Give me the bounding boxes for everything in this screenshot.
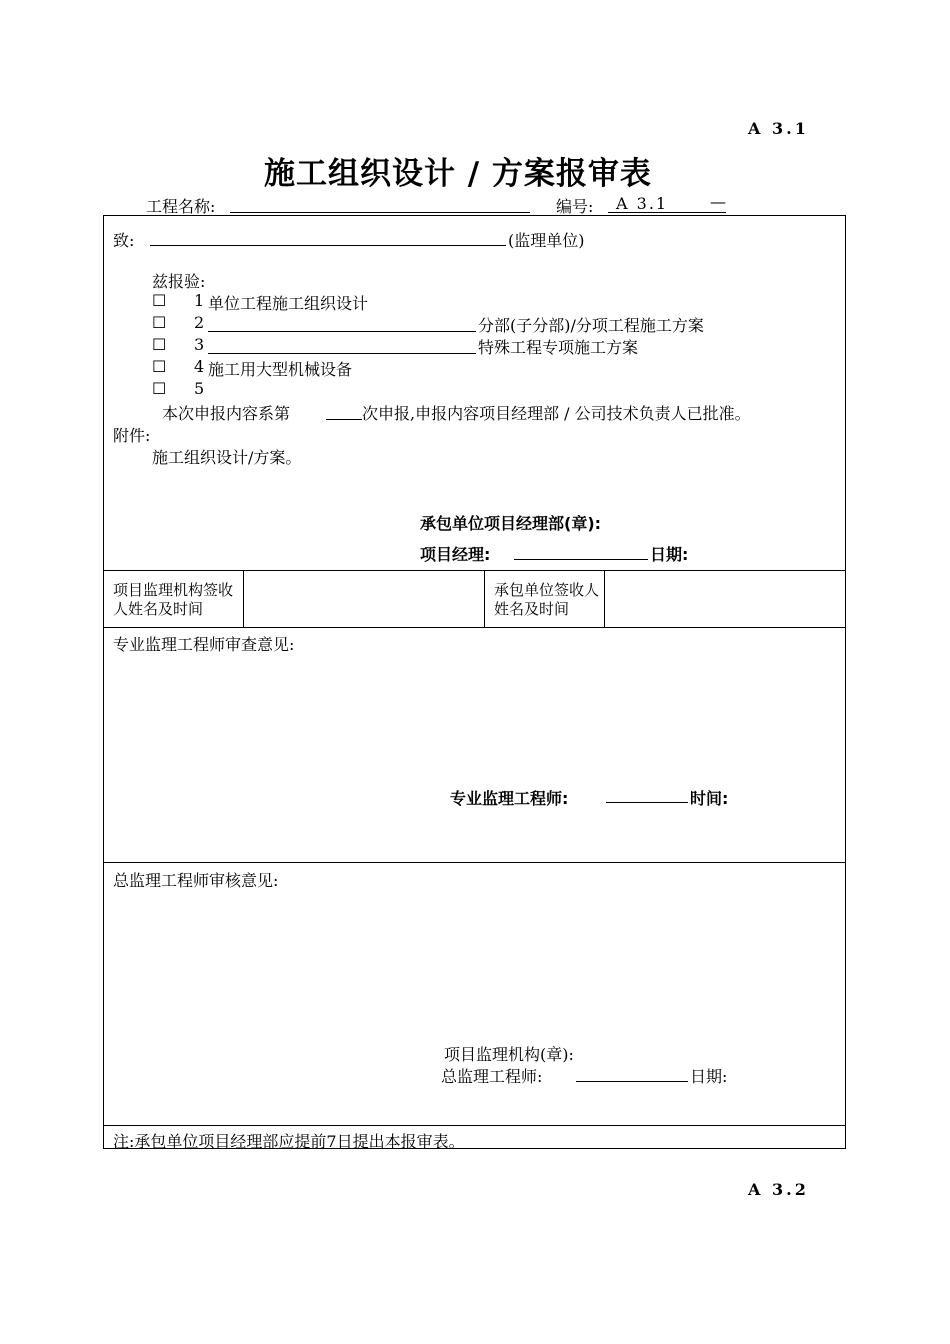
divider-chief-top [103, 862, 845, 863]
attachment-label: 附件: [113, 426, 151, 445]
item-2-number: 2 [194, 313, 205, 332]
specialist-opinion-label: 专业监理工程师审查意见: [113, 635, 295, 654]
number-value: A 3.1 [616, 194, 669, 213]
item-4-number: 4 [194, 357, 205, 376]
chief-signature-field[interactable] [576, 1081, 688, 1082]
item-2-field[interactable] [208, 331, 476, 332]
divider-receipt-top [103, 570, 845, 571]
form-code-top: A 3.1 [748, 119, 809, 138]
number-suffix: — [710, 192, 726, 211]
item-1-label: 单位工程施工组织设计 [208, 294, 369, 313]
number-label: 编号: [556, 197, 594, 216]
item-3-field[interactable] [208, 353, 476, 354]
item-3-label: 特殊工程专项施工方案 [478, 338, 639, 357]
supervisor-receipt-label: 项目监理机构签收人姓名及时间 [113, 581, 234, 618]
form-table [103, 215, 846, 1149]
chief-engineer-label: 总监理工程师: [441, 1067, 543, 1086]
pm-signature-field[interactable] [514, 559, 648, 560]
project-name-field[interactable] [230, 212, 530, 213]
item-5-checkbox[interactable]: ☐ [152, 379, 167, 398]
pm-date-label: 日期: [650, 545, 689, 564]
item-3-number: 3 [194, 335, 205, 354]
specialist-signature-field[interactable] [606, 802, 688, 803]
item-5-number: 5 [194, 379, 205, 398]
item-4-checkbox[interactable]: ☐ [152, 357, 167, 376]
receipt-divider-2 [484, 570, 485, 627]
item-1-number: 1 [194, 291, 205, 310]
chief-opinion-label: 总监理工程师审核意见: [113, 871, 279, 890]
divider-note-top [103, 1125, 845, 1126]
supervision-unit-field[interactable] [150, 245, 506, 246]
contractor-dept-seal: 承包单位项目经理部(章): [420, 514, 602, 533]
chief-date-label: 日期: [690, 1067, 728, 1086]
attachment-text: 施工组织设计/方案。 [152, 448, 302, 467]
to-label: 致: [113, 231, 135, 250]
pm-label: 项目经理: [420, 545, 491, 564]
receipt-divider-3 [604, 570, 605, 627]
project-name-label: 工程名称: [146, 197, 216, 216]
item-4-label: 施工用大型机械设备 [208, 360, 353, 379]
specialist-engineer-label: 专业监理工程师: [450, 789, 569, 808]
submission-count-field[interactable] [326, 419, 362, 420]
item-1-checkbox[interactable]: ☐ [152, 291, 167, 310]
receipt-divider-1 [243, 570, 244, 627]
declaration-suffix: 次申报,申报内容项目经理部 / 公司技术负责人已批准。 [362, 404, 751, 423]
item-2-label: 分部(子分部)/分项工程施工方案 [478, 316, 704, 335]
item-3-checkbox[interactable]: ☐ [152, 335, 167, 354]
declaration-prefix: 本次申报内容系第 [162, 404, 291, 423]
contractor-receipt-field[interactable] [606, 572, 842, 625]
specialist-time-label: 时间: [690, 789, 729, 808]
to-suffix: (监理单位) [508, 231, 585, 250]
divider-receipt-bottom [103, 627, 845, 628]
supervision-org-seal: 项目监理机构(章): [444, 1045, 574, 1064]
form-code-bottom: A 3.2 [748, 1180, 809, 1199]
intro-text: 兹报验: [152, 272, 206, 291]
number-field[interactable] [608, 212, 726, 213]
item-2-checkbox[interactable]: ☐ [152, 313, 167, 332]
form-title: 施工组织设计 / 方案报审表 [264, 156, 652, 192]
form-note: 注:承包单位项目经理部应提前7日提出本报审表。 [113, 1132, 465, 1151]
supervisor-receipt-field[interactable] [245, 572, 482, 625]
contractor-receipt-label: 承包单位签收人姓名及时间 [494, 581, 600, 618]
